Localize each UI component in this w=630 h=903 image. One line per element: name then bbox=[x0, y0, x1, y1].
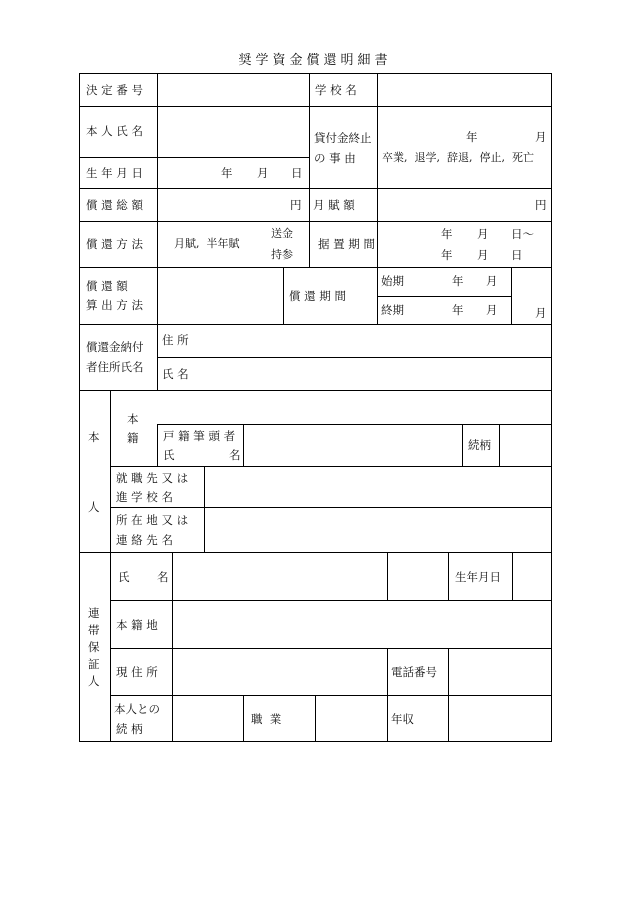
rule bbox=[79, 157, 309, 158]
rule bbox=[377, 296, 512, 297]
method-label: 償 還 方 法 bbox=[86, 237, 143, 251]
birth-month-unit: 月 bbox=[257, 166, 269, 180]
start-year-unit: 年 bbox=[452, 274, 464, 288]
start-label: 始期 bbox=[381, 274, 404, 288]
household-head-label-2a: 氏 bbox=[163, 448, 175, 462]
guarantor-char-2: 帯 bbox=[88, 623, 100, 637]
household-head-label-1: 戸 籍 筆 頭 者 bbox=[163, 429, 236, 443]
loan-end-label: 貸付金終止 bbox=[314, 131, 372, 145]
deferral-month-1: 月 bbox=[477, 227, 489, 241]
rule bbox=[448, 552, 449, 601]
rule bbox=[377, 73, 378, 268]
honnin-label-bottom: 人 bbox=[88, 500, 100, 514]
rule bbox=[157, 73, 158, 391]
rule bbox=[79, 324, 552, 325]
guarantor-job-label: 職 業 bbox=[251, 712, 282, 726]
domicile-label-bottom: 籍 bbox=[127, 431, 139, 445]
payer-label-1: 償還金納付 bbox=[86, 340, 144, 354]
rule bbox=[204, 466, 205, 553]
guarantor-char-3: 保 bbox=[88, 640, 100, 654]
work-label-1: 就 職 先 又 は bbox=[116, 471, 189, 485]
guarantor-birth-label: 生年月日 bbox=[455, 570, 501, 584]
start-month-unit: 月 bbox=[486, 274, 498, 288]
guarantor-relation-label-2: 続 柄 bbox=[116, 722, 143, 736]
rule bbox=[499, 424, 500, 467]
rule bbox=[283, 267, 284, 325]
form-table bbox=[79, 73, 552, 742]
rule bbox=[79, 188, 552, 189]
guarantor-name-label-b: 名 bbox=[157, 570, 169, 584]
rule bbox=[79, 267, 552, 268]
guarantor-relation-label-1: 本人との bbox=[114, 702, 160, 716]
rule bbox=[511, 267, 512, 325]
rule bbox=[243, 424, 244, 467]
end-year-unit: 年 bbox=[466, 130, 478, 144]
rule bbox=[462, 424, 463, 467]
deferral-day-1: 日〜 bbox=[511, 227, 534, 241]
rule bbox=[157, 424, 158, 467]
method-options: 月賦, 半年賦 bbox=[174, 237, 240, 250]
guarantor-phone-label: 電話番号 bbox=[391, 665, 437, 679]
deferral-year-1: 年 bbox=[441, 227, 453, 241]
guarantor-char-1: 連 bbox=[88, 606, 100, 620]
guarantor-char-5: 人 bbox=[88, 674, 100, 688]
end-label: 終期 bbox=[381, 303, 404, 317]
rule bbox=[315, 695, 316, 742]
rule bbox=[110, 600, 552, 601]
guarantor-address-label: 現 住 所 bbox=[116, 665, 158, 679]
birth-day-unit: 日 bbox=[291, 166, 303, 180]
rule bbox=[377, 267, 378, 325]
form-title: 奨学資金償還明細書 bbox=[238, 53, 392, 68]
monthly-yen-unit: 円 bbox=[535, 198, 547, 212]
location-label-1: 所 在 地 又 は bbox=[116, 513, 189, 527]
relation-label: 続柄 bbox=[468, 438, 491, 452]
bring-option: 持参 bbox=[271, 248, 293, 261]
rule bbox=[110, 648, 552, 649]
guarantor-domicile-label: 本 籍 地 bbox=[116, 618, 158, 632]
rule bbox=[157, 424, 552, 425]
rule bbox=[309, 73, 310, 268]
deferral-year-2: 年 bbox=[441, 248, 453, 262]
rule bbox=[157, 357, 552, 358]
guarantor-char-4: 証 bbox=[88, 657, 100, 671]
rule bbox=[79, 221, 552, 222]
rule bbox=[79, 552, 552, 553]
school-label: 学 校 名 bbox=[315, 83, 357, 97]
payer-name-label: 氏 名 bbox=[162, 367, 189, 381]
reason-label: の 事 由 bbox=[314, 151, 356, 165]
payer-address-label: 住 所 bbox=[162, 333, 189, 347]
rule bbox=[243, 695, 244, 742]
deferral-day-2: 日 bbox=[511, 248, 523, 262]
rule bbox=[79, 390, 552, 391]
rule bbox=[387, 648, 388, 742]
rule bbox=[110, 466, 552, 467]
deferral-label: 据 置 期 間 bbox=[318, 237, 375, 251]
birth-year-unit: 年 bbox=[221, 166, 233, 180]
end-period-month-unit: 月 bbox=[486, 303, 498, 317]
reason-options: 卒業, 退学, 辞退, 停止, 死亡 bbox=[382, 151, 534, 164]
end-period-year-unit: 年 bbox=[452, 303, 464, 317]
guarantor-name-label-a: 氏 bbox=[118, 570, 130, 584]
payer-label-2: 者住所氏名 bbox=[86, 360, 144, 374]
rule bbox=[110, 390, 111, 742]
rule bbox=[512, 552, 513, 601]
rule bbox=[110, 507, 552, 508]
household-head-label-2b: 名 bbox=[229, 448, 241, 462]
rule bbox=[79, 106, 552, 107]
end-month-unit: 月 bbox=[535, 130, 547, 144]
guarantor-income-label: 年収 bbox=[391, 712, 414, 726]
send-option: 送金 bbox=[271, 227, 293, 240]
period-label: 償 還 期 間 bbox=[289, 289, 346, 303]
rule bbox=[110, 695, 552, 696]
months-unit: 月 bbox=[535, 306, 547, 320]
monthly-label: 月 賦 額 bbox=[313, 198, 355, 212]
total-yen-unit: 円 bbox=[290, 198, 302, 212]
location-label-2: 連 絡 先 名 bbox=[116, 533, 173, 547]
decision-number-label: 決 定 番 号 bbox=[86, 83, 143, 97]
work-label-2: 進 学 校 名 bbox=[116, 490, 173, 504]
total-label: 償 還 総 額 bbox=[86, 198, 143, 212]
rule bbox=[387, 552, 388, 601]
rule bbox=[172, 552, 173, 742]
honnin-label-top: 本 bbox=[88, 430, 100, 444]
name-label: 本 人 氏 名 bbox=[86, 124, 143, 138]
domicile-label-top: 本 bbox=[127, 412, 139, 426]
rule bbox=[448, 648, 449, 742]
birth-label: 生 年 月 日 bbox=[86, 166, 143, 180]
amount-label-2: 算 出 方 法 bbox=[86, 298, 143, 312]
amount-label-1: 償 還 額 bbox=[86, 279, 128, 293]
deferral-month-2: 月 bbox=[477, 248, 489, 262]
